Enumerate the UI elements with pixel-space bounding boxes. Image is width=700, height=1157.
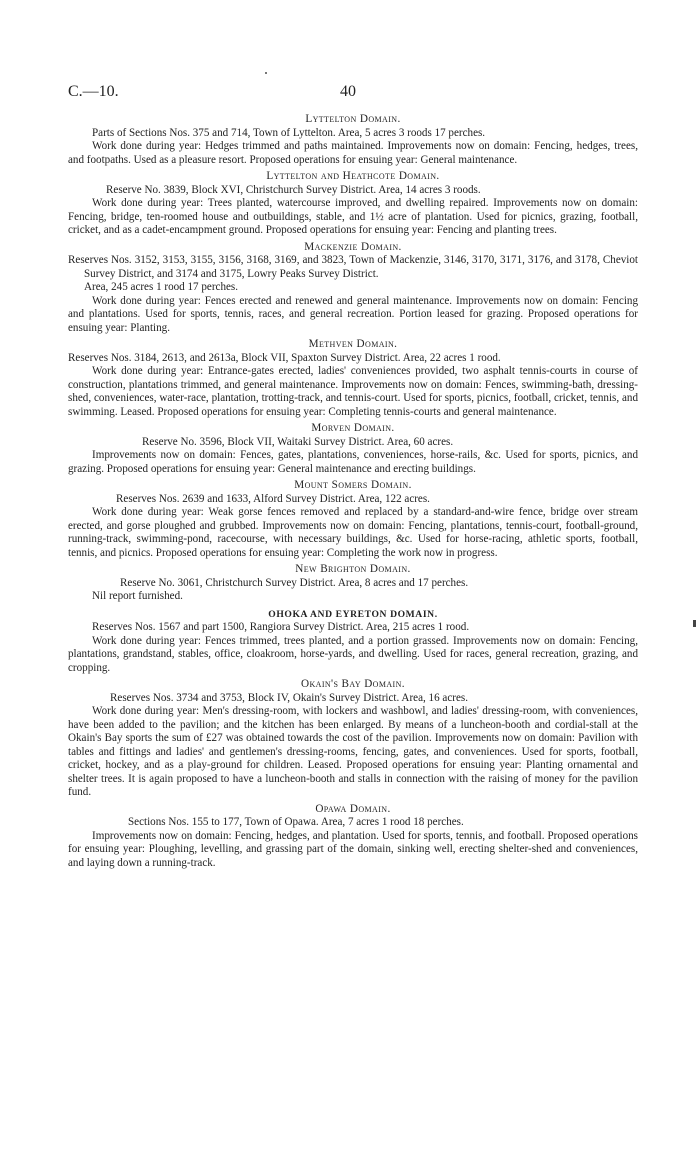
- section-heading: Lyttelton Domain.: [305, 113, 401, 125]
- section-location: Reserves Nos. 1567 and part 1500, Rangiora Survey District. Area, 215 acres 1 rood.: [92, 621, 470, 633]
- document-reference: C.—10.: [68, 83, 119, 100]
- section-location: Reserve No. 3061, Christchurch Survey District. Area, 8 acres and 17 perches.: [120, 576, 469, 589]
- section-location: Reserve No. 3839, Block XVI, Christchurch Survey District. Area, 14 acres 3 roods.: [106, 183, 481, 196]
- section-location: Sections Nos. 155 to 177, Town of Opawa. Area, 7 acres 1 rood 18 perches.: [128, 816, 464, 828]
- section-location: Parts of Sections Nos. 375 and 714, Town of Lyttelton. Area, 5 acres 3 roods 17 perches.: [92, 126, 486, 139]
- section-opawa: [68, 803, 638, 871]
- section-mount-somers: [68, 479, 638, 560]
- section-body: Improvements now on domain: Fencing, hedges, and plantation. Used for sports, tennis, and football. Proposed operations for ensuing year: Ploughing, levelling, and grassing part of the domain, sinking well, erecting shelter-shed and conveniences, and laying down a running-track.: [68, 829, 638, 869]
- section-location: Reserves Nos. 3152, 3153, 3155, 3156, 3168, 3169, and 3823, Town of Mackenzie, 3146, 3170, 3171, 3176, and 3178, Cheviot Survey District, and 3174 and 3175, Lowry Peaks Survey District.: [68, 254, 638, 280]
- section-heading: Opawa Domain.: [315, 802, 391, 815]
- section-heading: Mackenzie Domain.: [304, 240, 402, 253]
- section-body: Work done during year: Fences trimmed, trees planted, and a portion grassed. Improvements now on domain: Fencing, plantations, grandstand, stables, office, cloakroom, horse-yards, and dwelling. Used for races, general recreation, grazing, and cropping.: [68, 634, 638, 674]
- scan-speck: [265, 72, 267, 74]
- section-mackenzie: [68, 241, 638, 336]
- section-methven: [68, 338, 638, 419]
- section-location: Reserve No. 3596, Block VII, Waitaki Survey District. Area, 60 acres.: [142, 435, 454, 448]
- section-heading: Lyttelton and Heathcote Domain.: [266, 170, 440, 182]
- section-body: Work done during year: Hedges trimmed and paths maintained. Improvements now on domain: Fencing, hedges, trees, and footpaths. Used as a pleasure resort. Proposed operations for ensuing year: General maintenance.: [68, 140, 638, 166]
- section-ohoka: [68, 608, 638, 676]
- section-heading: New Brighton Domain.: [295, 563, 411, 575]
- section-lyttelton: [68, 113, 638, 167]
- section-heading: Mount Somers Domain.: [294, 479, 412, 491]
- section-body: Work done during year: Weak gorse fences removed and replaced by a standard-and-wire fence, bridge over stream erected, and gorse ploughed and grubbed. Improvements now on domain: Fencing, plantations, tennis-court, football-ground, running-track, swimming-pond, racecourse, with necessary buildings, &c. Used for horse-racing, athletic sports, football, tennis, and picnics. Proposed operations for ensuing year: Completing the work now in progress.: [68, 506, 638, 559]
- page-number: 40: [340, 83, 356, 100]
- section-body: Work done during year: Entrance-gates erected, ladies' conveniences provided, two asphalt tennis-courts in course of construction, plantations trimmed, and general maintenance. Improvements now on domain: Fences, swimming-bath, dressing-shed, conveniences, water-race, plantation, trotting-track, and tennis-court. Used for sports, picnics, football, cricket, tennis, and swimming. Leased. Proposed operations for ensuing year: Completing tennis-courts and general maintenance.: [68, 365, 638, 418]
- section-okains-bay: [68, 678, 638, 800]
- section-morven: [68, 422, 638, 476]
- page-content: [68, 110, 638, 870]
- section-body: Nil report furnished.: [92, 590, 183, 602]
- section-heading: OHOKA AND EYRETON DOMAIN.: [268, 608, 438, 620]
- scan-edge-mark: [693, 620, 696, 627]
- section-location: Reserves Nos. 3734 and 3753, Block IV, Okain's Survey District. Area, 16 acres.: [110, 691, 468, 704]
- section-heading: Okain's Bay Domain.: [300, 678, 405, 690]
- section-body: Work done during year: Fences erected and renewed and general maintenance. Improvements now on domain: Fencing and plantations. Used for sports, tennis, races, and general recreation. Portion leased for grazing. Proposed operations for ensuing year: Planting.: [68, 294, 638, 334]
- section-new-brighton: [68, 563, 638, 604]
- section-lyttelton-heathcote: [68, 170, 638, 238]
- section-body: Work done during year: Men's dressing-room, with lockers and washbowl, and ladies' dressing-room, with conveniences, have been added to the pavilion; and the kitchen has been enlarged. By means of a luncheon-booth and cordial-stall at the Okain's Bay sports the sum of £27 was obtained towards the cost of the pavilion. Improvements now on domain: Pavilion with tables and fittings and ladies' and gentlemen's dressing-rooms, fencing, gates, and conveniences. Used for sports, football, cricket, hockey, and as a play-ground for children. Leased. Proposed operations for ensuing year: Planting ornamental and shelter trees. It is again proposed to have a luncheon-booth and stalls in connection with the raising of money for the pavilion fund.: [68, 705, 638, 798]
- section-heading: Morven Domain.: [311, 422, 395, 434]
- section-body: Work done during year: Trees planted, watercourse improved, and dwelling repaired. Improvements now on domain: Fencing, bridge, ten-roomed house and outbuildings, stable, and 1½ acre of plantation. Used for picnics, grazing, football, cricket, and as a cadet-encampment ground. Proposed operations for ensuing year: Fencing and planting trees.: [68, 197, 638, 236]
- section-area: Area, 245 acres 1 rood 17 perches.: [84, 281, 239, 293]
- section-heading: Methven Domain.: [308, 338, 398, 350]
- section-location: Reserves Nos. 3184, 2613, and 2613a, Block VII, Spaxton Survey District. Area, 22 acres 1 rood.: [68, 351, 501, 364]
- section-body: Improvements now on domain: Fences, gates, plantations, conveniences, horse-rails, &c. Used for sports, picnics, and grazing. Proposed operations for ensuing year: General maintenance and erecting buildings.: [68, 449, 638, 475]
- section-location: Reserves Nos. 2639 and 1633, Alford Survey District. Area, 122 acres.: [116, 492, 430, 505]
